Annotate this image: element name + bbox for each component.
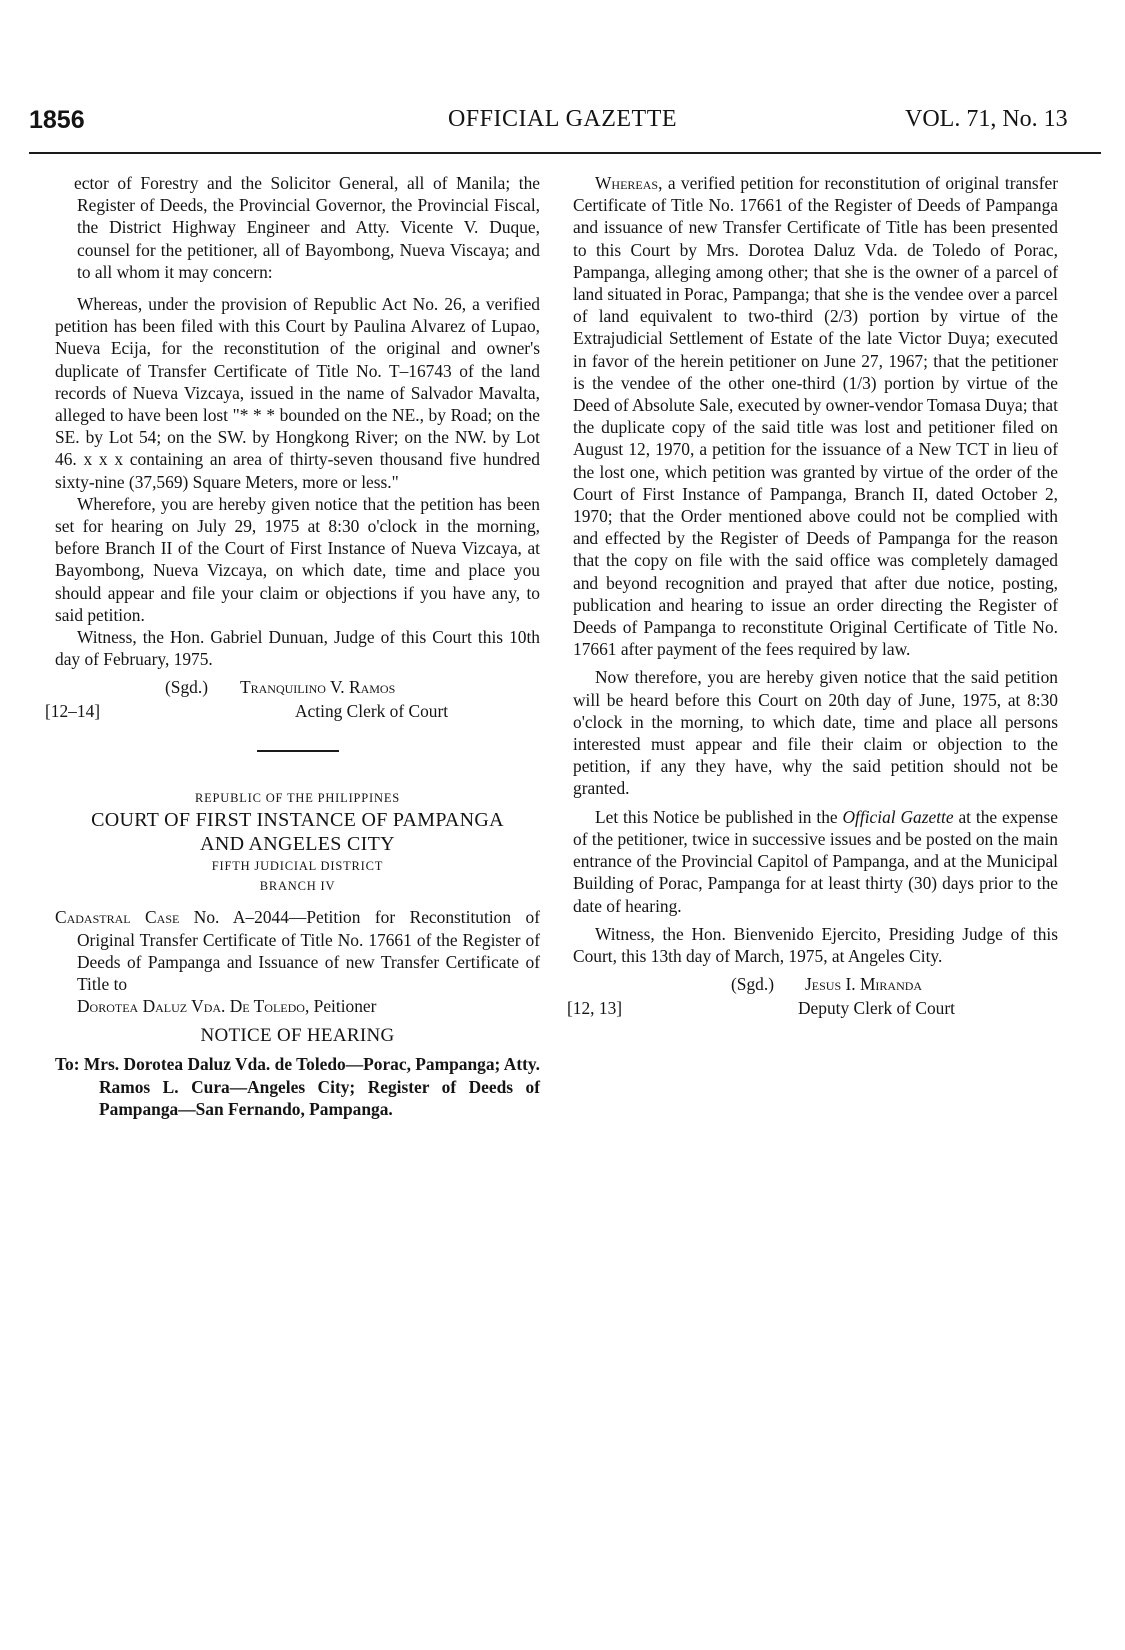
page-header: [0, 100, 1125, 140]
notice2-publication-order: [573, 806, 1058, 917]
publish-before: Let this Notice be published in the: [595, 806, 838, 827]
to-addressees: [55, 1053, 540, 1120]
case-label: Cadastral Case: [55, 907, 180, 928]
publish-after: at the expense of the petitioner, twice in successive issues and be posted on the main entrance of the Provincial Capitol of Pampanga, and at the Municipal Building of Porac, Pampanga for at least thirty (30) days prior to the date of hearing.: [573, 806, 1058, 916]
case-caption: [55, 906, 540, 995]
to-text: Mrs. Dorotea Daluz Vda. de Toledo—Porac, Pampanga; Atty. Ramos L. Cura—Angeles City; Register of Deeds of Pampanga—San Fernando, Pampanga.: [83, 1054, 540, 1119]
page-number: 1856: [29, 106, 85, 134]
to-label: To:: [55, 1054, 80, 1075]
case-text: No. A–2044—Petition for Reconstitution of Original Transfer Certificate of Title No. 17661 of the Register of Deeds of Pampanga and Issuance of new Transfer Certificate of Title to: [77, 907, 540, 995]
notice1-witness: Witness, the Hon. Gabriel Dunuan, Judge of this Court this 10th day of February, 1975.: [55, 627, 540, 670]
signatory-name: Tranquilino V. Ramos: [240, 677, 396, 698]
signatory-title: Deputy Clerk of Court: [798, 998, 955, 1019]
issue-reference: [12, 13]: [567, 998, 623, 1019]
notice2-signature: [567, 973, 1058, 1021]
whereas-label: Whereas,: [595, 173, 663, 193]
signatory-name: Jesus I. Miranda: [805, 974, 923, 995]
header-rule: [29, 152, 1101, 154]
signatory-title: Acting Clerk of Court: [295, 701, 449, 722]
signed-mark: (Sgd.): [165, 677, 208, 698]
section-divider: [257, 750, 339, 752]
district-heading: FIFTH JUDICIAL DISTRICT: [211, 859, 384, 874]
notice1-addressees: ector of Forestry and the Solicitor General, all of Manila; the Register of Deeds, the Provincial Governor, the Provincial Fiscal, the District Highway Engineer and Atty. Vicente V. Duque, counsel for the petitioner, all of Bayombong, Nueva Viscaya; and to all whom it may concern:: [74, 173, 540, 282]
issue-reference: [12–14]: [45, 701, 101, 722]
whereas-text: a verified petition for reconstitution of original transfer Certificate of Title No. 17661 of the Register of Deeds of Pampanga and issuance of new Transfer Certificate of Title has been presented to this Court by Mrs. Dorotea Daluz Vda. de Toledo of Porac, Pampanga, alleging among other; that she is the owner of a parcel of land situated in Porac, Pampanga; that she is the vendee over a parcel of land equivalent to two-third (2/3) portion by virtue of the Extrajudicial Settlement of Estate of the late Victor Duya; executed in favor of the herein petitioner on June 27, 1967; that the petitioner is the vendee of the other one-third (1/3) portion by virtue of the Deed of Absolute Sale, executed by owner-vendor Tomasa Duya; that the duplicate copy of the said title was lost and petitioner filed on August 12, 1970, a petition for the issuance of a New TCT in lieu of the lost one, which petition was granted by virtue of the order of the Court of First Instance of Pampanga, Branch II, dated October 2, 1970; that the Order mentioned above could not be complied with and effected by the Register of Deeds of Pampanga for the reason that the copy on file with the said office was completely damaged and beyond recognition and prayed that after due notice, posting, publication and hearing to issue an order directing the Register of Deeds of Pampanga to reconstitute Original Certificate of Title No. 17661 after payment of the fees required by law.: [573, 173, 1058, 660]
right-column: [567, 172, 1058, 1021]
petitioner-line: [55, 995, 540, 1017]
notice2-witness: Witness, the Hon. Bienvenido Ejercito, Presiding Judge of this Court, this 13th day of March, 1975, at Angeles City.: [573, 923, 1058, 966]
republic-heading: REPUBLIC OF THE PHILIPPINES: [194, 791, 401, 806]
court-heading-line1: COURT OF FIRST INSTANCE OF PAMPANGA: [91, 809, 504, 832]
notice-of-hearing-heading: NOTICE OF HEARING: [200, 1025, 395, 1047]
petitioner-role: Peitioner: [313, 996, 377, 1017]
notice1-whereas: Whereas, under the provision of Republic Act No. 26, a verified petition has been filed with this Court by Paulina Alvarez of Lupao, Nueva Ecija, for the reconstitution of the original and owner's duplicate of Transfer Certificate of Title No. T–16743 of the land records of Nueva Vizcaya, issued in the name of Salvador Mavalta, alleged to have been lost "* * * bounded on the NE., by Road; on the SE. by Lot 54; on the SW. by Hongkong River; on the NW. by Lot 46. x x x containing an area of thirty-seven thousand five hundred sixty-nine (37,569) Square Meters, more or less.": [55, 294, 540, 492]
notice1-wherefore: Wherefore, you are hereby given notice that the petition has been set for hearing on July 29, 1975 at 8:30 o'clock in the morning, before Branch II of the Court of First Instance of Nueva Vizcaya, at Bayombong, Nueva Vizcaya, on which date, time and place you should appear and file your claim or objections if you have any, to said petition.: [55, 493, 540, 625]
court-heading-line2: AND ANGELES CITY: [200, 833, 395, 856]
signed-mark: (Sgd.): [731, 974, 774, 995]
notice2-now-therefore: Now therefore, you are hereby given notice that the said petition will be heard before this Court on 20th day of June, 1975, at 8:30 o'clock in the morning, to which date, time and place all persons interested must appear and file their claim or objection to the petition, if any they have, why the said petition should not be granted.: [573, 667, 1058, 799]
branch-heading: BRANCH IV: [259, 879, 336, 894]
publication-name: Official Gazette: [842, 806, 954, 827]
publication-title: OFFICIAL GAZETTE: [447, 106, 678, 132]
notice1-signature: [45, 676, 540, 724]
left-column: [45, 172, 540, 1120]
notice2-whereas: [573, 172, 1058, 660]
volume-number: VOL. 71, No. 13: [905, 106, 1068, 132]
petitioner-name: Dorotea Daluz Vda. De Toledo,: [77, 996, 310, 1017]
